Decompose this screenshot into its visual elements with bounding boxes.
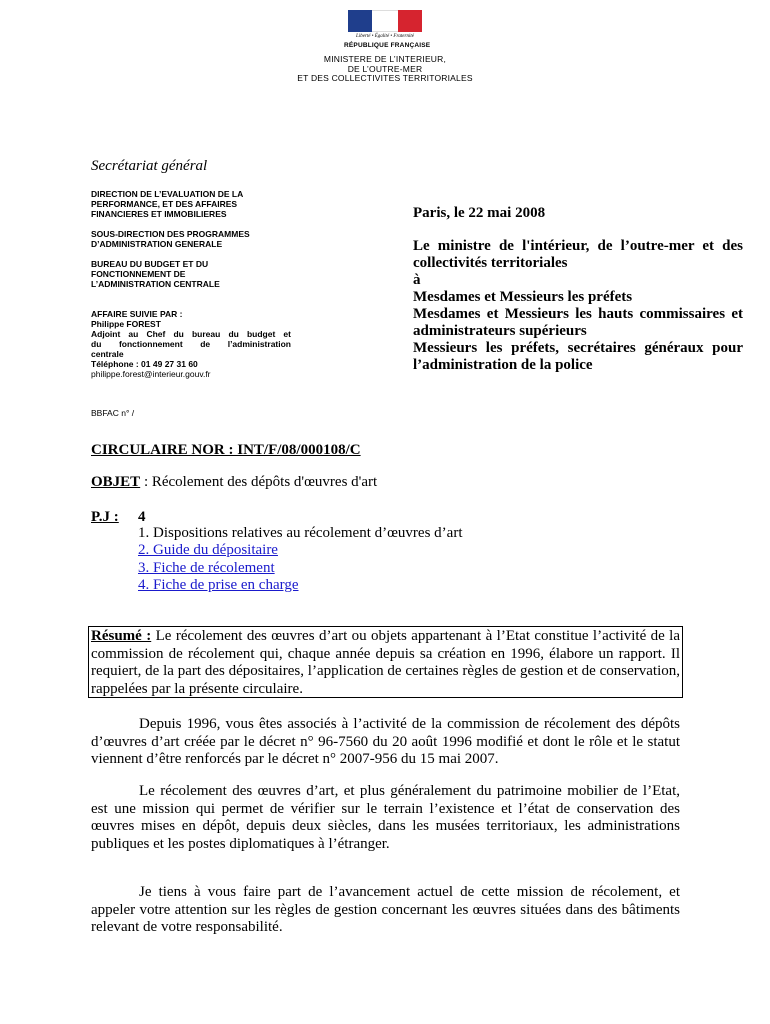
subdirection-line: SOUS-DIRECTION DES PROGRAMMES [91, 229, 250, 239]
addressee-block [413, 238, 743, 374]
flag-red-band [398, 10, 422, 32]
contact-role: centrale [91, 349, 124, 359]
logo-motto: Liberté • Égalité • Fraternité [356, 34, 414, 39]
reference-number: BBFAC n° / [91, 408, 135, 418]
subdirection-line: D’ADMINISTRATION GENERALE [91, 239, 223, 249]
addressee-line: l’administration de la police [413, 357, 593, 373]
logo-republic-name: RÉPUBLIQUE FRANÇAISE [344, 42, 431, 49]
ministry-line: DE L’OUTRE-MER [347, 63, 423, 74]
direction-line: DIRECTION DE L’EVALUATION DE LA [91, 189, 244, 199]
addressee-line: Mesdames et Messieurs les préfets [413, 289, 633, 305]
attachment-link-guide[interactable]: 2. Guide du dépositaire [138, 542, 278, 559]
place-date: Paris, le 22 mai 2008 [413, 205, 546, 221]
affaire-label: AFFAIRE SUIVIE PAR : [91, 309, 183, 319]
addressee-line: Mesdames et Messieurs les hauts commissaires et [413, 306, 743, 322]
subdirection-block [91, 229, 291, 249]
bureau-block [91, 259, 291, 289]
ministry-line: MINISTERE DE L’INTERIEUR, [323, 54, 447, 64]
contact-role: Adjoint au Chef du bureau du budget et [91, 329, 291, 339]
summary-label: Résumé : [91, 628, 152, 644]
subject-line [91, 474, 377, 491]
addressee-line: à [413, 272, 421, 288]
ministry-line: ET DES COLLECTIVITES TERRITORIALES [297, 73, 473, 83]
secretariat-title: Secrétariat général [91, 158, 208, 174]
contact-role: du fonctionnement de l’administration [91, 339, 291, 349]
body-paragraph: Le récolement des œuvres d’art, et plus généralement du patrimoine mobilier de l’Etat, est une mission qui permet de vérifier sur le terrain l’existence et l’état de conservation des œuvres mises en dépôt, depuis deux siècles, dans les musées territoriaux, les administrations publiques et les postes diplomatiques à l’étranger. [91, 783, 680, 852]
direction-line: PERFORMANCE, ET DES AFFAIRES [91, 199, 238, 209]
bureau-line: L’ADMINISTRATION CENTRALE [91, 279, 220, 289]
tricolor-flag-icon [348, 10, 422, 32]
ministry-name [290, 55, 480, 84]
direction-block [91, 189, 291, 219]
summary-box [88, 626, 683, 698]
addressee-line: collectivités territoriales [413, 255, 568, 271]
marianne-logo [344, 10, 431, 50]
flag-white-band [372, 10, 398, 32]
attachments-label: P.J : [91, 509, 119, 525]
attachments-list [138, 525, 463, 594]
attachment-link-fiche-prise-en-charge[interactable]: 4. Fiche de prise en charge [138, 576, 299, 593]
flag-blue-band [348, 10, 372, 32]
body-paragraph: Je tiens à vous faire part de l’avancement actuel de cette mission de récolement, et appeler votre attention sur les règles de gestion concernant les œuvres situées dans des bâtiments relevant de votre responsabilité. [91, 884, 680, 935]
bureau-line: FONCTIONNEMENT DE [91, 269, 186, 279]
bureau-line: BUREAU DU BUDGET ET DU [91, 259, 209, 269]
addressee-line: Le ministre de l'intérieur, de l’outre-mer et des [413, 238, 743, 254]
addressee-line: Messieurs les préfets, secrétaires généraux pour [413, 340, 743, 356]
subject-label: OBJET [91, 474, 141, 490]
subject-text: : Récolement des dépôts d'œuvres d'art [140, 474, 378, 490]
contact-block [91, 309, 291, 379]
direction-line: FINANCIERES ET IMMOBILIERES [91, 209, 227, 219]
circular-title: CIRCULAIRE NOR : INT/F/08/000108/C [91, 442, 361, 458]
attachment-link-fiche-recolement[interactable]: 3. Fiche de récolement [138, 559, 275, 576]
body-paragraph: Depuis 1996, vous êtes associés à l’activité de la commission de récolement des dépôts d’œuvres d’art créée par le décret n° 96-7560 du 20 août 1996 modifié et dont le rôle et le statut viennent d’être renforcés par le décret n° 2007-956 du 15 mai 2007. [91, 716, 680, 767]
contact-phone: Téléphone : 01 49 27 31 60 [91, 359, 198, 369]
summary-text: Le récolement des œuvres d’art ou objets appartenant à l’Etat constitue l’activité de la commission de récolement qui, chaque année depuis sa création en 1996, élabore un rapport. Il requiert, de la part des dépositaires, l’application de certaines règles de gestion et de conservation, rappelées par la présente circulaire. [91, 628, 680, 697]
addressee-line: administrateurs supérieurs [413, 323, 587, 339]
contact-name: Philippe FOREST [91, 319, 161, 329]
attachments-count: 4 [138, 509, 146, 525]
contact-email: philippe.forest@interieur.gouv.fr [91, 369, 211, 379]
attachment-item: 1. Dispositions relatives au récolement d’œuvres d’art [138, 525, 463, 541]
